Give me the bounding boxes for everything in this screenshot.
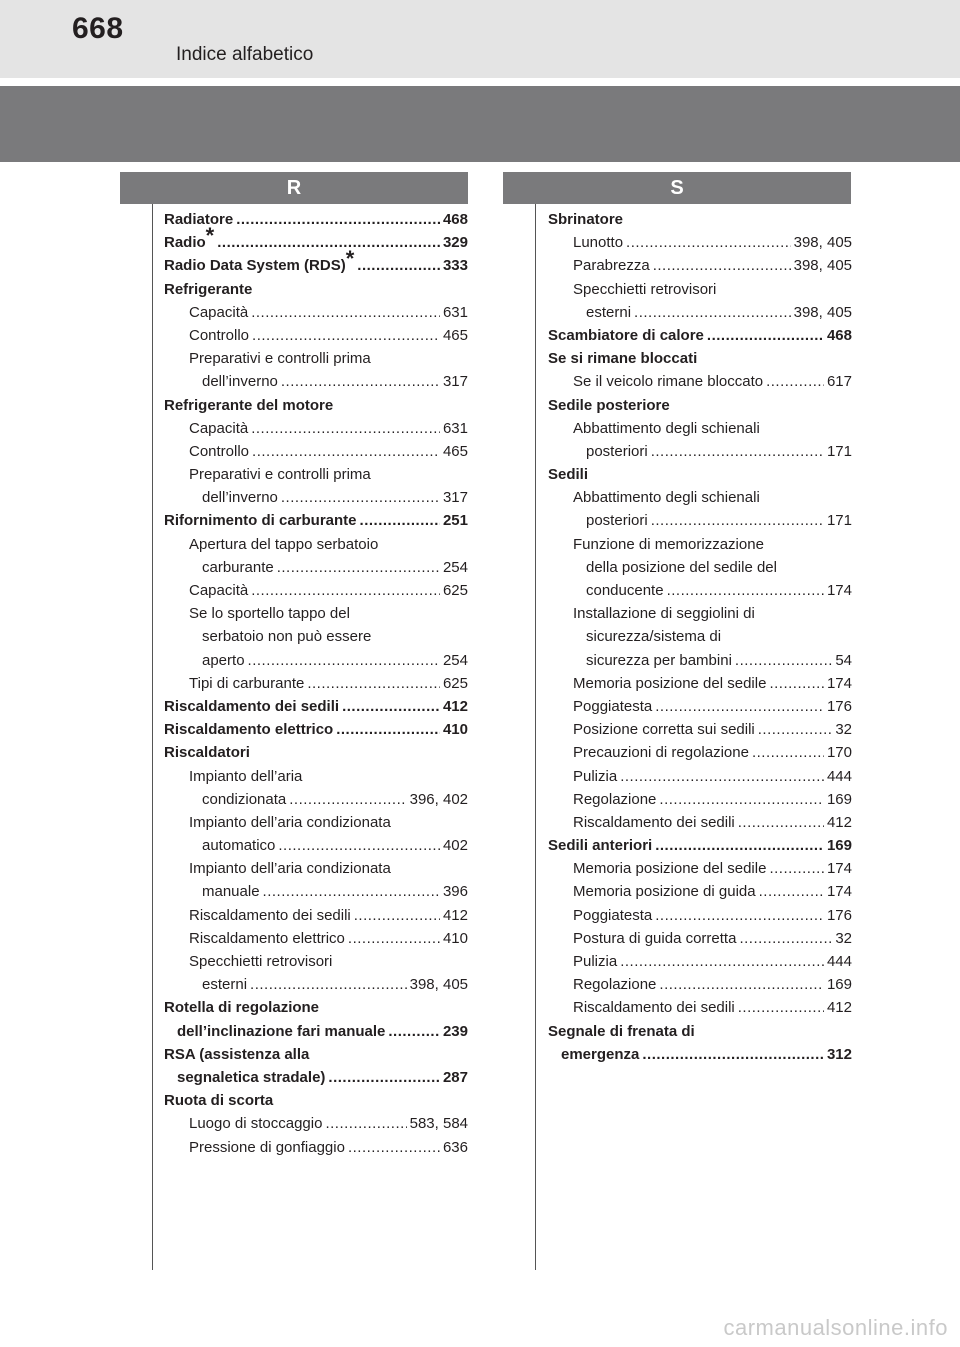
entry-term: Capacità (189, 582, 249, 599)
entry-term: sicurezza/sistema di (586, 628, 722, 646)
index-entry (548, 463, 852, 486)
dot-leader (759, 880, 824, 903)
index-entry (164, 602, 468, 625)
index-entry (548, 718, 852, 741)
header-band (0, 86, 960, 162)
asterisk-mark: * (205, 223, 215, 249)
index-entry (164, 672, 468, 695)
index-entry (164, 370, 468, 393)
dot-leader (758, 718, 833, 741)
index-entry (164, 463, 468, 486)
entry-term: aperto (202, 651, 245, 669)
page-reference: 171 (826, 512, 852, 530)
dot-leader (769, 672, 824, 695)
page-reference: 329 (442, 234, 468, 252)
dot-leader (738, 811, 824, 834)
index-entry (164, 440, 468, 463)
entry-term: Abbattimento degli schienali (573, 419, 760, 437)
page-reference: 412 (442, 697, 468, 715)
entry-term: carburante (202, 558, 274, 576)
index-entry (164, 927, 468, 950)
letter-heading-right: S (503, 172, 851, 204)
page-reference: 239 (442, 1022, 468, 1040)
page-reference: 412 (442, 906, 468, 924)
index-entry (548, 927, 852, 950)
entry-term: Pressione di gonfiaggio (189, 1138, 345, 1156)
entry-term: Postura di guida corretta (573, 929, 737, 947)
entry-term: Riscaldamento dei sedili (573, 999, 735, 1017)
dot-leader (354, 904, 440, 927)
dot-leader (336, 718, 440, 741)
index-entry (164, 324, 468, 347)
dot-leader (251, 417, 440, 440)
dot-leader (251, 301, 440, 324)
dot-leader (655, 695, 824, 718)
entry-term: Poggiatesta (573, 906, 653, 924)
entry-term: Radio Data System (RDS)* (164, 246, 355, 275)
entry-term: Precauzioni di regolazione (573, 744, 749, 762)
page-reference: 631 (442, 419, 468, 437)
index-entry (164, 857, 468, 880)
page-reference: 396, 402 (409, 790, 468, 808)
index-entry (548, 834, 852, 857)
index-entry (164, 834, 468, 857)
dot-leader (739, 927, 832, 950)
dot-leader (325, 1112, 406, 1135)
entry-term: Memoria posizione di guida (573, 883, 756, 901)
index-entry (548, 440, 852, 463)
index-entry (164, 1112, 468, 1135)
entry-term: automatico (202, 837, 276, 855)
entry-term: Tipi di carburante (189, 674, 305, 692)
entry-term: Abbattimento degli schienali (573, 489, 760, 507)
index-entry (164, 880, 468, 903)
index-entry (548, 741, 852, 764)
entry-term: Sedili anteriori (548, 837, 653, 855)
index-entry (548, 904, 852, 927)
index-entry (164, 811, 468, 834)
page-reference: 631 (442, 303, 468, 321)
index-entry (548, 579, 852, 602)
page-reference: 254 (442, 558, 468, 576)
index-entry (164, 718, 468, 741)
entry-term: Sbrinatore (548, 211, 624, 228)
index-entry (548, 324, 852, 347)
entry-term: Radiatore (164, 211, 234, 228)
entry-term: Impianto dell’aria condizionata (189, 813, 391, 831)
dot-leader (388, 1020, 440, 1043)
dot-leader (707, 324, 824, 347)
page-reference: 169 (826, 976, 852, 994)
entry-term: RSA (assistenza alla (164, 1045, 310, 1063)
entry-term: Memoria posizione del sedile (573, 674, 767, 692)
watermark: carmanualsonline.info (723, 1315, 948, 1340)
dot-leader (735, 649, 832, 672)
entry-term: Se il veicolo rimane bloccato (573, 373, 764, 391)
entry-term: Rifornimento di carburante (164, 512, 357, 530)
dot-leader (653, 254, 791, 277)
entry-term: Impianto dell’aria (189, 767, 303, 785)
index-entry (548, 533, 852, 556)
page-reference: 412 (826, 999, 852, 1017)
dot-leader (348, 1136, 440, 1159)
index-entry (548, 301, 852, 324)
page-reference: 169 (826, 790, 852, 808)
index-entry (548, 811, 852, 834)
dot-leader (252, 440, 440, 463)
page-reference: 169 (826, 837, 852, 855)
entry-term: Memoria posizione del sedile (573, 860, 767, 878)
entry-term: Poggiatesta (573, 697, 653, 715)
index-column-right (548, 208, 852, 1066)
page-reference: 468 (826, 326, 852, 344)
entry-term: Lunotto (573, 234, 624, 252)
asterisk-mark: * (345, 246, 355, 272)
entry-term: Se lo sportello tappo del (189, 605, 350, 623)
index-entry (548, 417, 852, 440)
index-entry (164, 301, 468, 324)
index-entry (164, 996, 468, 1019)
index-entry (548, 370, 852, 393)
index-entry (164, 973, 468, 996)
page-reference: 54 (835, 651, 852, 669)
entry-term: Segnale di frenata di (548, 1022, 695, 1040)
entry-term: Preparativi e controlli prima (189, 350, 371, 368)
dot-leader (752, 741, 824, 764)
index-entry (548, 973, 852, 996)
entry-term: Specchietti retrovisori (573, 280, 717, 298)
index-entry (164, 1136, 468, 1159)
entry-term: posteriori (586, 512, 648, 530)
column-divider-right (535, 204, 536, 1270)
index-entry (548, 765, 852, 788)
entry-term: dell’inclinazione fari manuale (177, 1022, 386, 1040)
entry-term: Refrigerante del motore (164, 396, 334, 414)
index-entry (164, 1020, 468, 1043)
index-entry (548, 857, 852, 880)
index-entry (548, 996, 852, 1019)
dot-leader (738, 996, 824, 1019)
index-entry (548, 347, 852, 370)
dot-leader (307, 672, 440, 695)
dot-leader (252, 324, 440, 347)
entry-term: Pulizia (573, 767, 618, 785)
entry-term: Apertura del tappo serbatoio (189, 535, 379, 553)
entry-term: dell’inverno (202, 489, 278, 507)
page-reference: 583, 584 (409, 1115, 468, 1133)
page-reference: 287 (442, 1068, 468, 1086)
dot-leader (667, 579, 824, 602)
entry-term: Installazione di seggiolini di (573, 605, 755, 623)
entry-term: Posizione corretta sui sedili (573, 721, 755, 739)
index-entry (164, 486, 468, 509)
entry-term: esterni (202, 976, 248, 994)
dot-leader (328, 1066, 440, 1089)
page-reference: 410 (442, 721, 468, 739)
index-entry (164, 417, 468, 440)
entry-term: Riscaldamento dei sedili (189, 906, 351, 924)
dot-leader (217, 231, 440, 254)
dot-leader (348, 927, 440, 950)
page-reference: 444 (826, 767, 852, 785)
page-reference: 398, 405 (409, 976, 468, 994)
dot-leader (634, 301, 791, 324)
entry-term: Riscaldamento dei sedili (164, 697, 340, 715)
dot-leader (342, 695, 440, 718)
index-entry (164, 625, 468, 648)
entry-term: esterni (586, 303, 632, 321)
entry-term: Funzione di memorizzazione (573, 535, 764, 553)
index-entry (548, 950, 852, 973)
page-reference: 333 (442, 257, 468, 275)
index-entry (548, 208, 852, 231)
dot-leader (642, 1043, 824, 1066)
index-entry (548, 625, 852, 648)
index-entry (548, 486, 852, 509)
page-reference: 396 (442, 883, 468, 901)
page-reference: 251 (442, 512, 468, 530)
index-entry (164, 394, 468, 417)
index-entry (164, 556, 468, 579)
page-number: 668 (72, 12, 124, 45)
index-entry (548, 231, 852, 254)
index-entry (548, 556, 852, 579)
index-entry (164, 223, 468, 254)
entry-term: Scambiatore di calore (548, 326, 704, 344)
dot-leader (248, 649, 440, 672)
page-reference: 398, 405 (793, 234, 852, 252)
entry-term: Ruota di scorta (164, 1092, 274, 1110)
index-entry (548, 602, 852, 625)
entry-term: della posizione del sedile del (586, 558, 777, 576)
entry-term: Regolazione (573, 976, 657, 994)
page-reference: 171 (826, 442, 852, 460)
dot-leader (620, 765, 824, 788)
entry-term: serbatoio non può essere (202, 628, 372, 646)
page-reference: 174 (826, 674, 852, 692)
dot-leader (626, 231, 791, 254)
dot-leader (659, 788, 824, 811)
page-reference: 617 (826, 373, 852, 391)
column-divider-left (152, 204, 153, 1270)
dot-leader (360, 509, 440, 532)
index-entry (548, 254, 852, 277)
index-entry (164, 950, 468, 973)
dot-leader (277, 556, 440, 579)
index-entry (164, 741, 468, 764)
page-reference: 398, 405 (793, 303, 852, 321)
entry-term: Luogo di stoccaggio (189, 1115, 323, 1133)
index-entry (164, 904, 468, 927)
index-entry (548, 880, 852, 903)
dot-leader (651, 509, 824, 532)
page-reference: 176 (826, 697, 852, 715)
entry-term: Sedile posteriore (548, 396, 670, 414)
dot-leader (769, 857, 824, 880)
index-entry (164, 695, 468, 718)
page-reference: 174 (826, 883, 852, 901)
entry-term: Specchietti retrovisori (189, 953, 333, 970)
page-reference: 317 (442, 489, 468, 507)
page-reference: 444 (826, 953, 852, 970)
dot-leader (766, 370, 824, 393)
dot-leader (281, 370, 440, 393)
entry-term: Riscaldamento elettrico (189, 929, 345, 947)
entry-term: Impianto dell’aria condizionata (189, 860, 391, 878)
dot-leader (278, 834, 440, 857)
index-entry (164, 278, 468, 301)
page-reference: 32 (835, 929, 852, 947)
index-entry (548, 509, 852, 532)
page-reference: 636 (442, 1138, 468, 1156)
index-entry (548, 788, 852, 811)
page-reference: 174 (826, 860, 852, 878)
entry-term: Se si rimane bloccati (548, 350, 698, 368)
page-reference: 402 (442, 837, 468, 855)
entry-term: Sedili (548, 466, 589, 484)
page-reference: 625 (442, 582, 468, 599)
index-entry (164, 765, 468, 788)
entry-term: Pulizia (573, 953, 618, 970)
index-entry (548, 695, 852, 718)
entry-term: Riscaldamento dei sedili (573, 813, 735, 831)
page-reference: 468 (442, 211, 468, 228)
index-entry (164, 347, 468, 370)
page-reference: 398, 405 (793, 257, 852, 275)
index-entry (164, 1089, 468, 1112)
index-entry (548, 672, 852, 695)
index-entry (164, 1066, 468, 1089)
index-entry (164, 1043, 468, 1066)
index-entry (548, 1043, 852, 1066)
entry-term: Controllo (189, 326, 250, 344)
entry-term: segnaletica stradale) (177, 1068, 326, 1086)
entry-term: Capacità (189, 303, 249, 321)
index-entry (548, 649, 852, 672)
entry-term: posteriori (586, 442, 648, 460)
page-reference: 312 (826, 1045, 852, 1063)
dot-leader (263, 880, 440, 903)
page-reference: 410 (442, 929, 468, 947)
page-reference: 254 (442, 651, 468, 669)
index-entry (548, 278, 852, 301)
page-reference: 170 (826, 744, 852, 762)
dot-leader (659, 973, 824, 996)
index-entry (164, 579, 468, 602)
letter-heading-left: R (120, 172, 468, 204)
page-reference: 317 (442, 373, 468, 391)
index-entry (164, 788, 468, 811)
page-reference: 465 (442, 326, 468, 344)
page-reference: 465 (442, 442, 468, 460)
entry-term: Capacità (189, 419, 249, 437)
dot-leader (655, 834, 824, 857)
entry-term: Controllo (189, 442, 250, 460)
index-entry (548, 394, 852, 417)
entry-term: Preparativi e controlli prima (189, 466, 371, 484)
dot-leader (236, 208, 440, 231)
page-reference: 176 (826, 906, 852, 924)
dot-leader (655, 904, 824, 927)
dot-leader (250, 973, 407, 996)
page-reference: 32 (835, 721, 852, 739)
entry-term: Parabrezza (573, 257, 650, 275)
entry-term: dell’inverno (202, 373, 278, 391)
dot-leader (620, 950, 824, 973)
index-entry (164, 533, 468, 556)
page-reference: 625 (442, 674, 468, 692)
entry-term: emergenza (561, 1045, 640, 1063)
entry-term: conducente (586, 582, 664, 599)
index-entry (164, 509, 468, 532)
section-title: Indice alfabetico (176, 44, 314, 65)
dot-leader (251, 579, 440, 602)
index-column-left (164, 208, 468, 1159)
entry-term: Riscaldamento elettrico (164, 721, 334, 739)
dot-leader (289, 788, 406, 811)
index-entry (164, 649, 468, 672)
entry-term: Regolazione (573, 790, 657, 808)
entry-term: sicurezza per bambini (586, 651, 732, 669)
index-entry (164, 246, 468, 277)
dot-leader (357, 254, 440, 277)
entry-term: condizionata (202, 790, 287, 808)
page-reference: 174 (826, 582, 852, 599)
index-entry (548, 1020, 852, 1043)
entry-term: Riscaldatori (164, 744, 250, 762)
dot-leader (651, 440, 824, 463)
entry-term: Rotella di regolazione (164, 999, 320, 1017)
entry-term: manuale (202, 883, 260, 901)
page-reference: 412 (826, 813, 852, 831)
header-bar (0, 0, 960, 78)
entry-term: Radio* (164, 223, 215, 252)
entry-term: Refrigerante (164, 280, 253, 298)
dot-leader (281, 486, 440, 509)
